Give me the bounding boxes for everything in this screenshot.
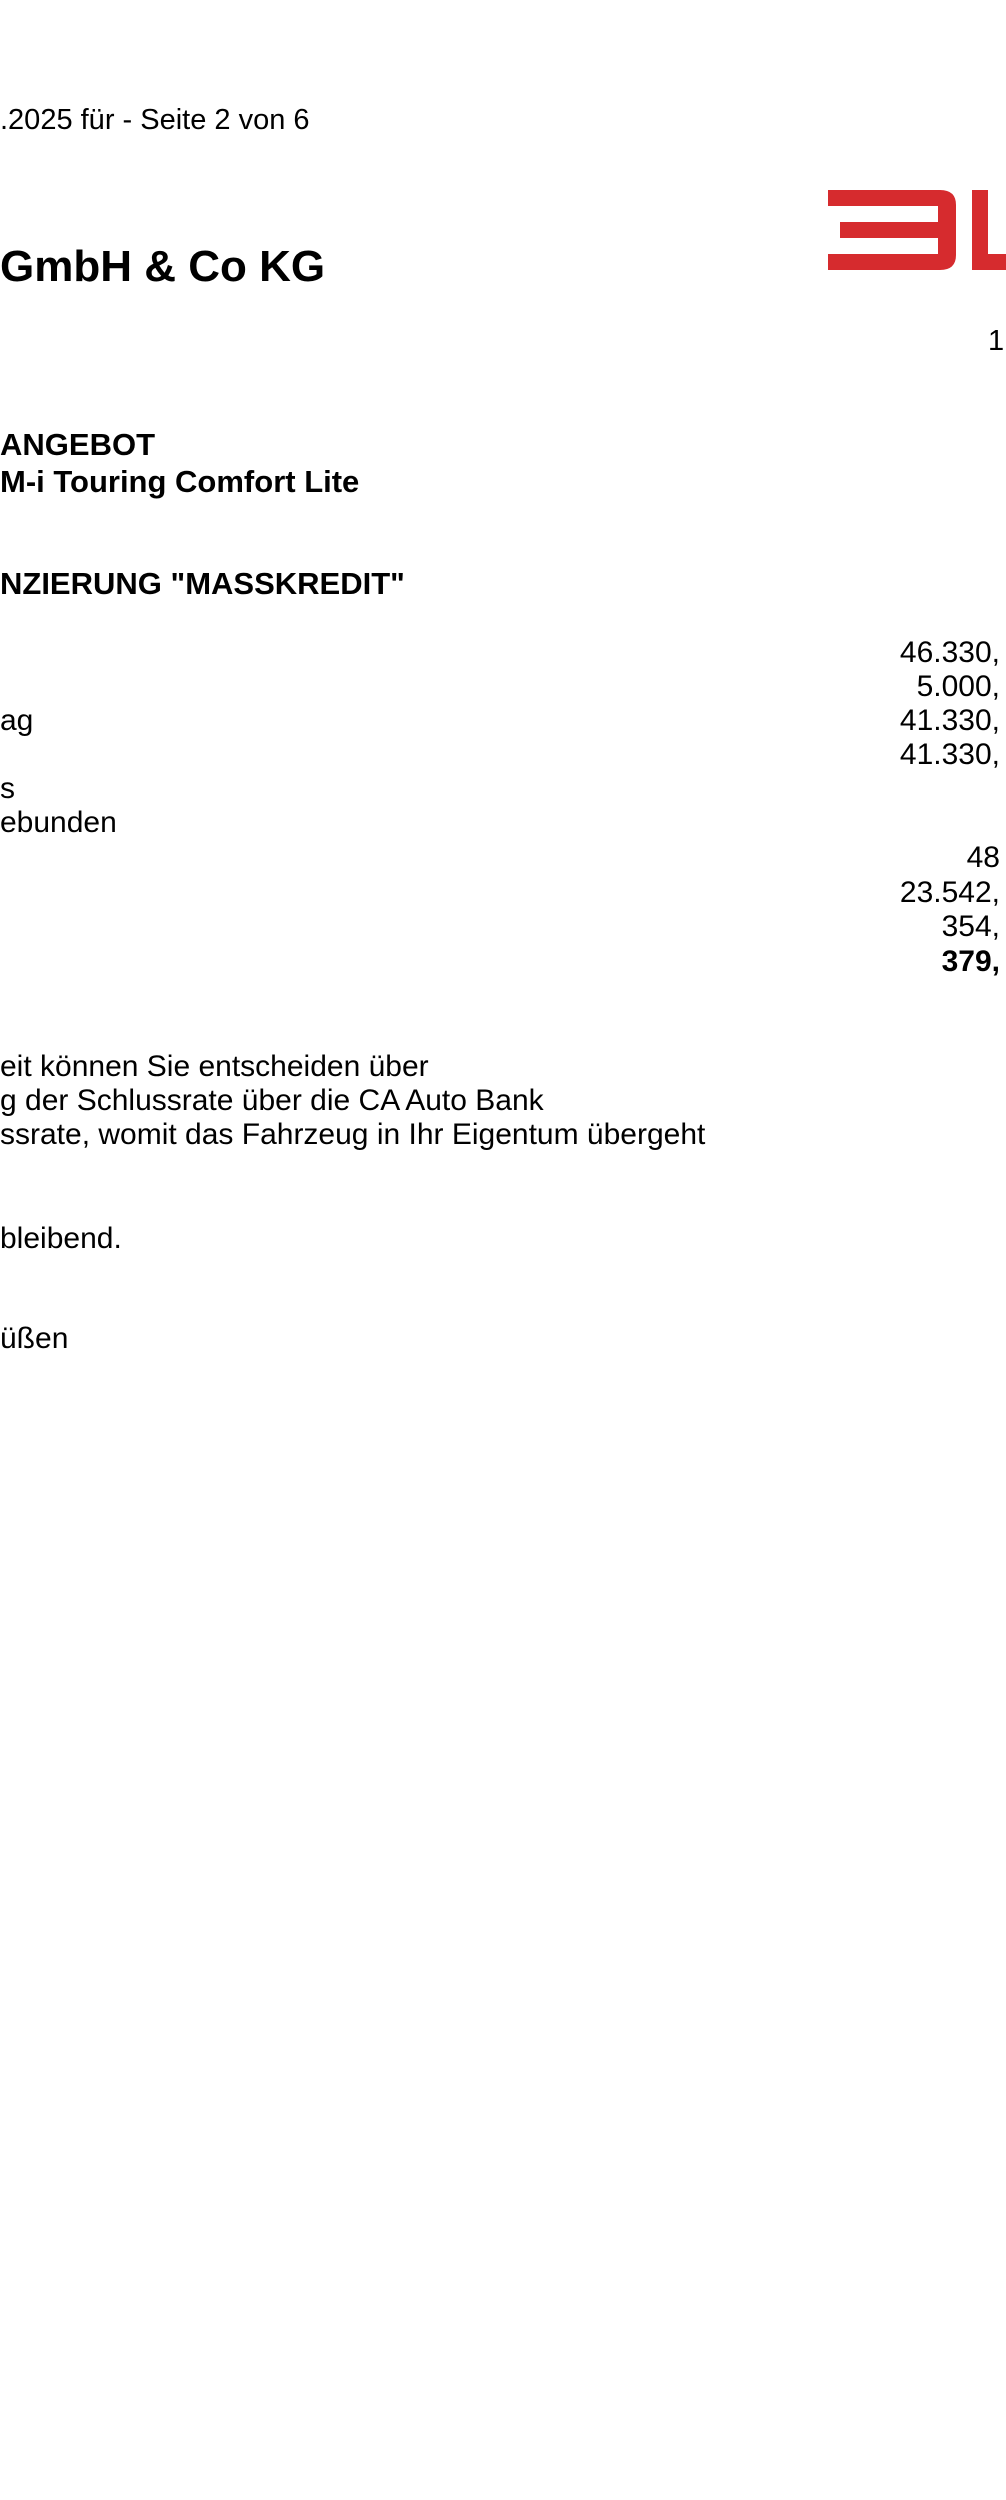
- financing-value-1: 46.330,: [899, 636, 1000, 669]
- financing-label-2: s: [0, 772, 15, 805]
- financing-value-5: 48: [966, 841, 1000, 874]
- financing-value-4: 41.330,: [899, 738, 1000, 771]
- page-info: .2025 für - Seite 2 von 6: [0, 104, 310, 136]
- notes-block: [0, 1050, 705, 1152]
- financing-heading: NZIERUNG "MASSKREDIT": [0, 566, 405, 601]
- top-right-number: 1: [988, 325, 1005, 357]
- notes-line-3: ssrate, womit das Fahrzeug in Ihr Eigentum übergeht: [0, 1118, 706, 1151]
- offer-title-line1: ANGEBOT: [0, 427, 155, 462]
- notes-remaining: bleibend.: [0, 1222, 122, 1255]
- financing-value-2: 5.000,: [916, 670, 1000, 703]
- financing-value-3: 41.330,: [899, 704, 1000, 737]
- company-name: GmbH & Co KG: [0, 242, 326, 291]
- offer-title: [0, 426, 359, 500]
- financing-label-1: ag: [0, 704, 34, 737]
- financing-label-3: ebunden: [0, 806, 117, 839]
- financing-value-6: 23.542,: [899, 876, 1000, 909]
- financing-value-total: 379,: [941, 945, 1000, 978]
- brand-logo: [826, 188, 1006, 274]
- offer-title-line2: M-i Touring Comfort Lite: [0, 464, 360, 499]
- financing-value-7: 354,: [941, 910, 1000, 943]
- notes-line-2: g der Schlussrate über die CA Auto Bank: [0, 1084, 544, 1117]
- notes-line-1: eit können Sie entscheiden über: [0, 1050, 429, 1083]
- closing-greeting: üßen: [0, 1322, 69, 1355]
- logo-mark: [828, 190, 1006, 270]
